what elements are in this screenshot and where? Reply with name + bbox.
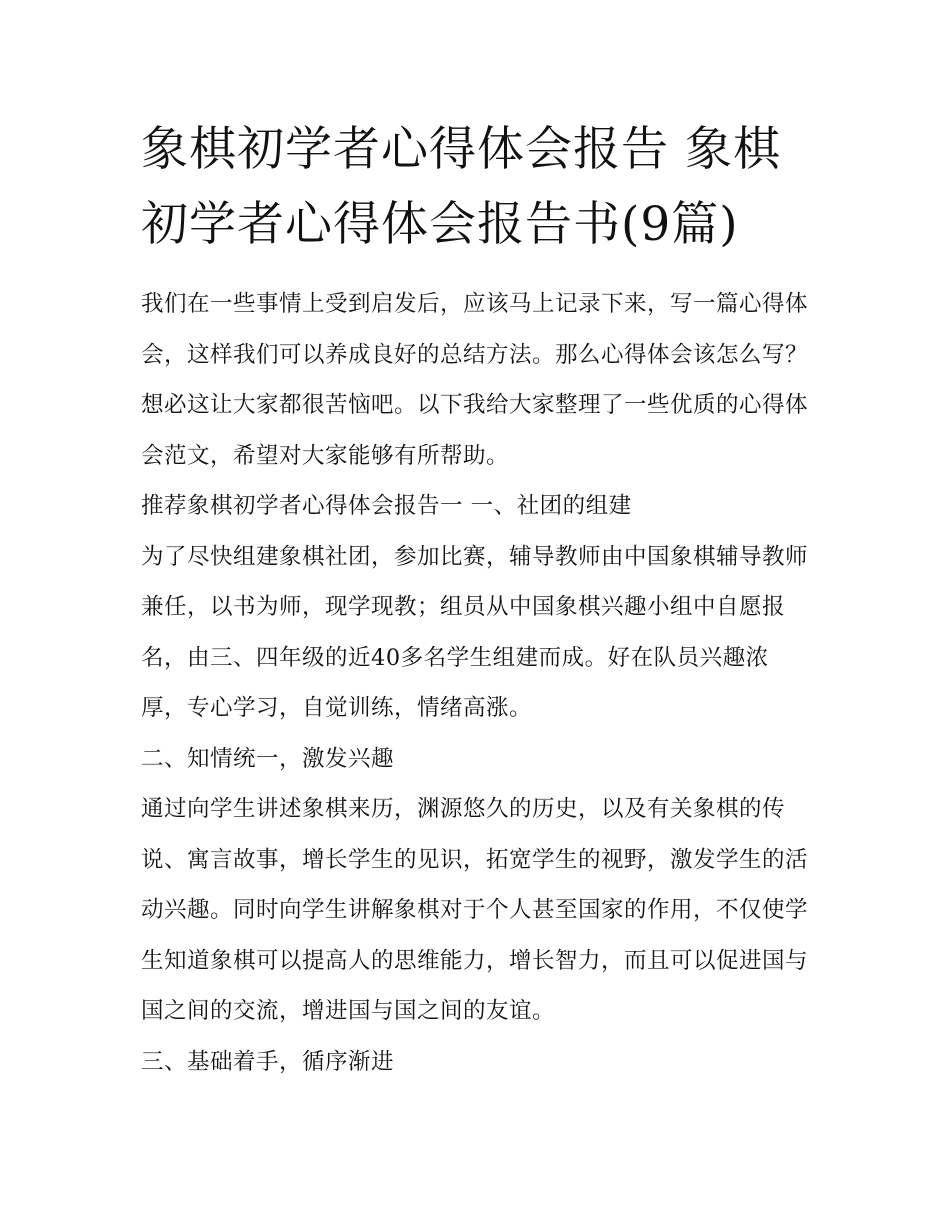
intro-paragraph: 我们在一些事情上受到启发后，应该马上记录下来，写一篇心得体会，这样我们可以养成良好的总结方法。那么心得体会该怎么写？想必这让大家都很苦恼吧。以下我给大家整理了一些优质的心得体会范文，希望对大家能够有所帮助。 (141, 291, 809, 469)
document-title: 象棋初学者心得体会报告 象棋初学者心得体会报告书(9篇) (141, 122, 781, 252)
body-paragraph-1: 为了尽快组建象棋社团，参加比赛，辅导教师由中国象棋辅导教师兼任，以书为师，现学现教；组员从中国象棋兴趣小组中自愿报名，由三、四年级的近40多名学生组建而成。好在队员兴趣浓厚，专心学习，自觉训练，情绪高涨。 (141, 543, 809, 721)
document-content (141, 112, 813, 1087)
section-heading-2: 二、知情统一，激发兴趣 (141, 745, 395, 772)
section-heading-3: 三、基础着手，循序渐进 (141, 1048, 395, 1075)
section-heading-1: 推荐象棋初学者心得体会报告一 一、社团的组建 (141, 493, 632, 519)
body-paragraph-2: 通过向学生讲述象棋来历，渊源悠久的历史，以及有关象棋的传说、寓言故事，增长学生的见识，拓宽学生的视野，激发学生的活动兴趣。同时向学生讲解象棋对于个人甚至国家的作用，不仅使学生知道象棋可以提高人的思维能力，增长智力，而且可以促进国与国之间的交流，增进国与国之间的友谊。 (141, 796, 809, 1024)
